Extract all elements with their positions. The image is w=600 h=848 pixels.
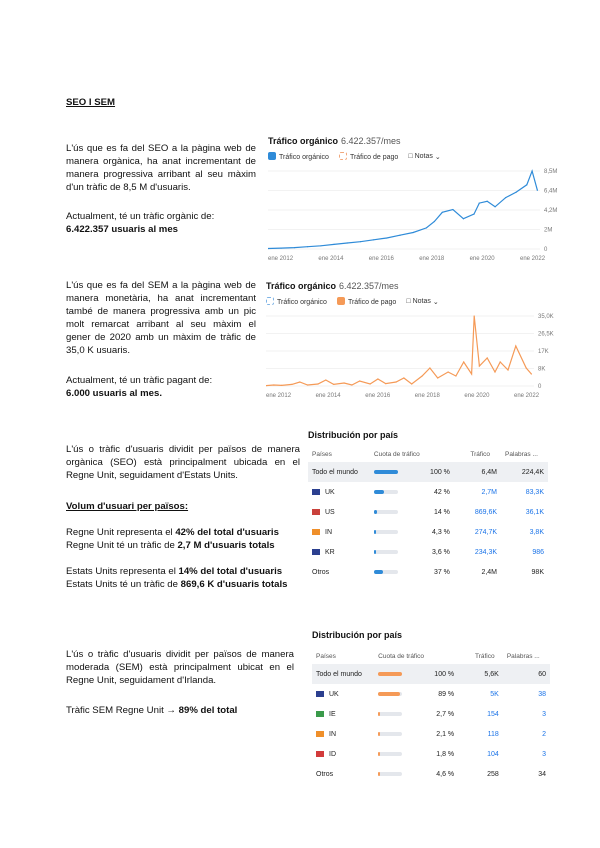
keywords-cell: 60 xyxy=(503,664,550,684)
share-bar xyxy=(378,672,402,676)
country-cell xyxy=(308,462,370,482)
share-bar xyxy=(374,470,398,474)
traffic-cell: 6,4M xyxy=(466,462,501,482)
share-cell xyxy=(374,684,471,704)
country-cell xyxy=(312,684,374,704)
country-name: ID xyxy=(329,750,336,758)
legend-organic-toggle[interactable] xyxy=(266,297,327,306)
data-point xyxy=(347,242,348,243)
data-point xyxy=(281,385,282,386)
paid-chart-title-label: Tráfico orgánico xyxy=(266,281,337,291)
share-value: 2,1 % xyxy=(436,730,455,738)
share-bar xyxy=(374,570,398,574)
flag-icon xyxy=(312,509,320,515)
x-tick-label: ene 2014 xyxy=(315,393,341,399)
data-point xyxy=(291,384,292,385)
share-value: 4,6 % xyxy=(436,770,455,778)
data-point xyxy=(369,383,370,384)
data-point xyxy=(442,212,443,213)
share-cell xyxy=(370,462,466,482)
keywords-cell[interactable]: 986 xyxy=(532,548,544,556)
paid-chart-title-value: 6.422.357/mes xyxy=(339,281,399,291)
share-value: 4,3 % xyxy=(432,528,450,536)
traffic-cell[interactable]: 274,7K xyxy=(474,528,498,536)
country-cell xyxy=(312,764,374,784)
share-bar xyxy=(374,550,398,554)
data-point xyxy=(537,190,538,191)
data-point xyxy=(507,369,508,370)
share-bar xyxy=(374,530,398,534)
note-icon: □ xyxy=(408,153,413,160)
us-stat-2-text: Estats Units té un tràfic de xyxy=(66,579,181,590)
share-bar xyxy=(378,772,402,776)
share-cell xyxy=(370,562,466,582)
table-row[interactable] xyxy=(312,744,550,764)
share-bar-fill xyxy=(378,692,399,696)
y-tick-label: 2M xyxy=(544,227,553,234)
keywords-cell: 224,4K xyxy=(501,462,548,482)
flag-icon xyxy=(312,549,320,555)
keywords-cell: 34 xyxy=(538,770,546,778)
countries-seo-paragraph: L'ús o tràfic d'usuaris dividit per països de manera orgànica (SEO) està principalment ubicada en el Regne Unit, seguidament d'Estats Units. xyxy=(66,444,300,481)
data-point xyxy=(516,192,517,193)
country-name: Otros xyxy=(316,770,334,778)
seo-current-value: 6.422.357 usuaris al mes xyxy=(66,224,179,235)
share-bar-fill xyxy=(378,672,402,676)
data-point xyxy=(395,381,396,382)
y-tick-label: 4,2M xyxy=(544,208,558,214)
share-bar-fill xyxy=(374,470,398,474)
table-row[interactable] xyxy=(308,462,548,482)
col-header: Tráfico xyxy=(474,652,495,660)
keywords-cell[interactable]: 38 xyxy=(538,690,546,698)
y-tick-label: 0 xyxy=(538,384,542,390)
data-point xyxy=(448,371,449,372)
traffic-cell: 2,4M xyxy=(481,568,498,576)
data-point xyxy=(437,377,438,378)
data-point xyxy=(413,232,414,233)
paid-traffic-panel xyxy=(266,281,556,400)
data-point xyxy=(317,383,318,384)
countries-sem-paragraph: L'ús o tràfic d'usuaris dividit per països de manera moderada (SEM) està principalment ubicat en el Regne Unit, seguidament d'Irlanda. xyxy=(66,649,294,686)
paid-chart-title xyxy=(266,281,556,291)
share-bar-fill xyxy=(374,530,376,534)
share-bar-fill xyxy=(378,732,380,736)
share-cell xyxy=(374,764,471,784)
countries-subheading: Volum d'usuari per països: xyxy=(66,501,189,512)
data-point xyxy=(399,235,400,236)
table-row[interactable] xyxy=(308,502,548,522)
share-bar-fill xyxy=(378,712,380,716)
country-cell xyxy=(308,502,370,522)
data-point xyxy=(487,201,488,202)
data-point xyxy=(474,315,475,316)
share-cell xyxy=(370,502,466,522)
data-point xyxy=(386,237,387,238)
seo-paragraph: L'ús que es fa del SEO a la pàgina web de manera orgànica, ha anat incrementant de manera progressiva arribant al seu màxim d'un tràfic de 8,5 M d'usuaris. xyxy=(66,143,256,193)
share-value: 100 % xyxy=(434,670,455,678)
data-point xyxy=(495,206,496,207)
table-row[interactable] xyxy=(308,542,548,562)
x-tick-label: ene 2016 xyxy=(368,256,394,262)
data-point xyxy=(471,373,472,374)
table-row[interactable] xyxy=(312,724,550,744)
share-cell xyxy=(370,542,466,562)
x-tick-label: ene 2014 xyxy=(318,256,344,262)
traffic-cell: 5,6K xyxy=(471,664,503,684)
data-point xyxy=(463,361,464,362)
x-tick-label: ene 2020 xyxy=(464,393,490,399)
x-tick-label: ene 2018 xyxy=(419,256,445,262)
organic-traffic-chart xyxy=(268,165,568,265)
uk-stat-1-text: Regne Unit representa el xyxy=(66,527,176,538)
us-stats xyxy=(66,565,306,591)
country-name: Todo el mundo xyxy=(316,670,362,678)
share-cell xyxy=(370,522,466,542)
uk-stat-2-text: Regne Unit té un tràfic de xyxy=(66,540,178,551)
share-bar-fill xyxy=(374,550,376,554)
data-point xyxy=(373,239,374,240)
table-row[interactable] xyxy=(312,764,550,784)
share-cell xyxy=(374,744,471,764)
keywords-cell[interactable]: 3,8K xyxy=(529,528,544,536)
share-cell xyxy=(374,704,471,724)
share-bar xyxy=(374,510,398,514)
notes-label: Notas xyxy=(412,298,431,305)
legend-paid-toggle[interactable] xyxy=(337,297,396,306)
table-row[interactable] xyxy=(308,522,548,542)
y-tick-label: 17K xyxy=(538,349,549,355)
share-bar xyxy=(378,692,402,696)
table-sem-title: Distribución por país xyxy=(312,630,403,640)
data-point xyxy=(531,373,532,374)
country-name: IN xyxy=(329,730,336,738)
data-point xyxy=(452,209,453,210)
country-name: UK xyxy=(329,690,339,698)
table-row[interactable] xyxy=(312,684,550,704)
uk-stat-2-value: 2,7 M d'usuaris totals xyxy=(177,540,275,551)
traffic-cell[interactable]: 2,7M xyxy=(481,488,498,496)
flag-icon xyxy=(316,751,324,757)
share-value: 89 % xyxy=(438,690,455,698)
us-stat-1-text: Estats Units representa el xyxy=(66,566,179,577)
data-point xyxy=(494,371,495,372)
country-cell xyxy=(312,724,374,744)
country-name: IN xyxy=(325,528,332,536)
keywords-cell[interactable]: 83,3K xyxy=(525,488,544,496)
us-stat-2-value: 869,6 K d'usuaris totals xyxy=(180,579,288,590)
table-seo-title: Distribución por país xyxy=(308,430,399,440)
legend-paid-toggle[interactable] xyxy=(339,152,398,161)
data-point xyxy=(320,245,321,246)
checkbox-checked-icon xyxy=(268,152,276,160)
share-value: 14 % xyxy=(433,508,450,516)
data-point xyxy=(434,221,435,222)
x-tick-label: ene 2012 xyxy=(268,256,294,262)
col-header: Cuota de tráfico xyxy=(373,450,420,458)
country-distribution-sem xyxy=(312,630,550,784)
sem-current-value: 6.000 usuaris al mes. xyxy=(66,388,162,399)
traffic-cell[interactable]: 154 xyxy=(487,710,499,718)
share-bar-fill xyxy=(374,570,383,574)
organic-chart-legend xyxy=(268,152,548,161)
organic-traffic-panel xyxy=(268,136,558,265)
country-cell xyxy=(312,704,374,724)
data-point xyxy=(479,365,480,366)
sem-summary-text: Tràfic SEM Regne Unit → xyxy=(66,705,179,716)
data-point xyxy=(377,378,378,379)
country-name: UK xyxy=(325,488,335,496)
y-tick-label: 8,5M xyxy=(544,169,558,175)
data-point xyxy=(307,246,308,247)
data-point xyxy=(360,241,361,242)
chevron-down-icon: ⌄ xyxy=(434,153,441,161)
seo-current-traffic xyxy=(66,210,266,236)
share-value: 42 % xyxy=(433,488,450,496)
share-value: 1,8 % xyxy=(436,750,455,758)
seo-current-label: Actualment, té un tràfic orgànic de: xyxy=(66,211,215,222)
country-cell xyxy=(308,542,370,562)
country-distribution-seo xyxy=(308,430,548,582)
data-point xyxy=(294,247,295,248)
x-tick-label: ene 2020 xyxy=(469,256,495,262)
country-name: IE xyxy=(329,710,336,718)
keywords-cell: 98K xyxy=(531,568,544,576)
chevron-down-icon: ⌄ xyxy=(432,298,439,306)
x-tick-label: ene 2022 xyxy=(520,256,546,262)
table-row[interactable] xyxy=(308,562,548,582)
data-point xyxy=(333,244,334,245)
country-name: Otros xyxy=(312,568,330,576)
share-value: 37 % xyxy=(433,568,450,576)
keywords-cell[interactable]: 2 xyxy=(542,730,546,738)
country-name: US xyxy=(325,508,335,516)
country-name: Todo el mundo xyxy=(312,468,358,476)
country-table-seo xyxy=(308,446,548,582)
uk-stats xyxy=(66,526,306,552)
traffic-cell: 258 xyxy=(487,770,499,778)
data-point xyxy=(422,375,423,376)
data-point xyxy=(429,367,430,368)
us-stat-1-value: 14% del total d'usuaris xyxy=(178,566,283,577)
keywords-cell[interactable]: 3 xyxy=(542,750,546,758)
y-tick-label: 0 xyxy=(544,247,548,253)
data-point xyxy=(343,382,344,383)
share-cell xyxy=(370,482,466,502)
notes-dropdown[interactable] xyxy=(408,153,440,161)
keywords-cell[interactable]: 3 xyxy=(542,710,546,718)
share-bar-fill xyxy=(374,490,384,494)
section-heading: SEO I SEM xyxy=(66,97,116,108)
table-row[interactable] xyxy=(312,664,550,684)
country-table-sem xyxy=(312,648,550,784)
share-value: 2,7 % xyxy=(436,710,455,718)
col-header: Palabras ... xyxy=(505,450,538,458)
paid-chart-legend xyxy=(266,297,556,306)
legend-organic-toggle[interactable] xyxy=(268,152,329,161)
x-tick-label: ene 2016 xyxy=(365,393,391,399)
y-tick-label: 6,4M xyxy=(544,188,558,195)
col-header: Palabras ... xyxy=(506,652,540,660)
legend-paid-label: Tráfico de pago xyxy=(347,299,397,306)
country-cell xyxy=(308,522,370,542)
data-point xyxy=(351,384,352,385)
legend-organic-label: Tráfico orgánico xyxy=(277,299,327,306)
share-value: 3,6 % xyxy=(432,548,450,556)
checkbox-unchecked-icon xyxy=(339,152,347,160)
uk-stat-1-value: 42% del total d'usuaris xyxy=(175,527,279,538)
paid-traffic-chart xyxy=(266,310,556,400)
traffic-cell[interactable]: 869,6K xyxy=(474,508,498,516)
share-cell xyxy=(374,664,471,684)
country-cell xyxy=(308,482,370,502)
traffic-cell[interactable]: 118 xyxy=(487,730,499,738)
flag-icon xyxy=(312,489,320,495)
share-bar xyxy=(378,732,402,736)
traffic-cell[interactable]: 5K xyxy=(490,690,499,698)
x-tick-label: ene 2022 xyxy=(514,393,540,399)
share-bar-fill xyxy=(378,772,380,776)
data-point xyxy=(403,377,404,378)
traffic-cell[interactable]: 104 xyxy=(487,750,499,758)
y-tick-label: 35,0K xyxy=(538,314,554,320)
organic-chart-title-label: Tráfico orgánico xyxy=(268,136,339,146)
share-bar xyxy=(378,712,402,716)
notes-dropdown[interactable] xyxy=(406,298,438,306)
data-point xyxy=(411,383,412,384)
legend-paid-label: Tráfico de pago xyxy=(349,154,399,161)
legend-organic-label: Tráfico orgánico xyxy=(279,154,329,161)
checkbox-checked-icon xyxy=(337,297,345,305)
data-point xyxy=(487,357,488,358)
data-point xyxy=(479,203,480,204)
col-header: Cuota de tráfico xyxy=(378,652,425,660)
organic-chart-title-value: 6.422.357/mes xyxy=(341,136,401,146)
data-point xyxy=(500,361,501,362)
x-tick-label: ene 2018 xyxy=(414,393,440,399)
keywords-cell[interactable]: 36,1K xyxy=(525,508,544,516)
share-bar xyxy=(378,752,402,756)
table-row[interactable] xyxy=(312,704,550,724)
sem-current-traffic xyxy=(66,374,266,400)
data-point xyxy=(526,367,527,368)
flag-icon xyxy=(316,691,324,697)
data-point xyxy=(273,384,274,385)
y-tick-label: 26,5K xyxy=(538,331,554,338)
sem-paragraph: L'ús que es fa del SEM a la pàgina web de manera monetària, ha anat incrementant també de manera progressiva amb un pic molt remarcat arribant al seu màxim el gener de 2020 amb un màxim de tràfic de 35,0 K usuaris. xyxy=(66,280,256,356)
sem-summary-value: 89% del total xyxy=(178,705,238,716)
country-name: KR xyxy=(325,548,335,556)
data-point xyxy=(505,197,506,198)
data-point xyxy=(463,218,464,219)
x-tick-label: ene 2012 xyxy=(266,393,292,399)
y-tick-label: 8K xyxy=(538,366,546,373)
flag-icon xyxy=(312,529,320,535)
organic-chart-title xyxy=(268,136,548,146)
data-point xyxy=(307,384,308,385)
share-bar-fill xyxy=(374,510,377,514)
table-row[interactable] xyxy=(308,482,548,502)
data-point xyxy=(299,381,300,382)
data-point xyxy=(515,345,516,346)
data-point xyxy=(385,383,386,384)
data-point xyxy=(426,227,427,228)
country-cell xyxy=(312,664,374,684)
data-point xyxy=(531,170,532,171)
data-point xyxy=(473,214,474,215)
share-cell xyxy=(374,724,471,744)
flag-icon xyxy=(316,731,324,737)
share-value: 100 % xyxy=(430,468,450,476)
country-cell xyxy=(308,562,370,582)
col-header: Países xyxy=(316,652,336,660)
data-point xyxy=(333,384,334,385)
checkbox-unchecked-icon xyxy=(266,297,274,305)
share-bar-fill xyxy=(378,752,380,756)
data-point xyxy=(455,375,456,376)
note-icon: □ xyxy=(406,298,411,305)
data-point xyxy=(281,247,282,248)
col-header: Países xyxy=(312,450,332,458)
traffic-cell[interactable]: 234,3K xyxy=(474,548,498,556)
flag-icon xyxy=(316,711,324,717)
data-point xyxy=(359,380,360,381)
country-cell xyxy=(312,744,374,764)
data-point xyxy=(526,184,527,185)
sem-current-label: Actualment, té un tràfic pagant de: xyxy=(66,375,213,386)
share-bar xyxy=(374,490,398,494)
notes-label: Notas xyxy=(414,153,433,160)
data-point xyxy=(325,379,326,380)
sem-summary xyxy=(66,704,296,717)
col-header: Tráfico xyxy=(470,450,490,458)
